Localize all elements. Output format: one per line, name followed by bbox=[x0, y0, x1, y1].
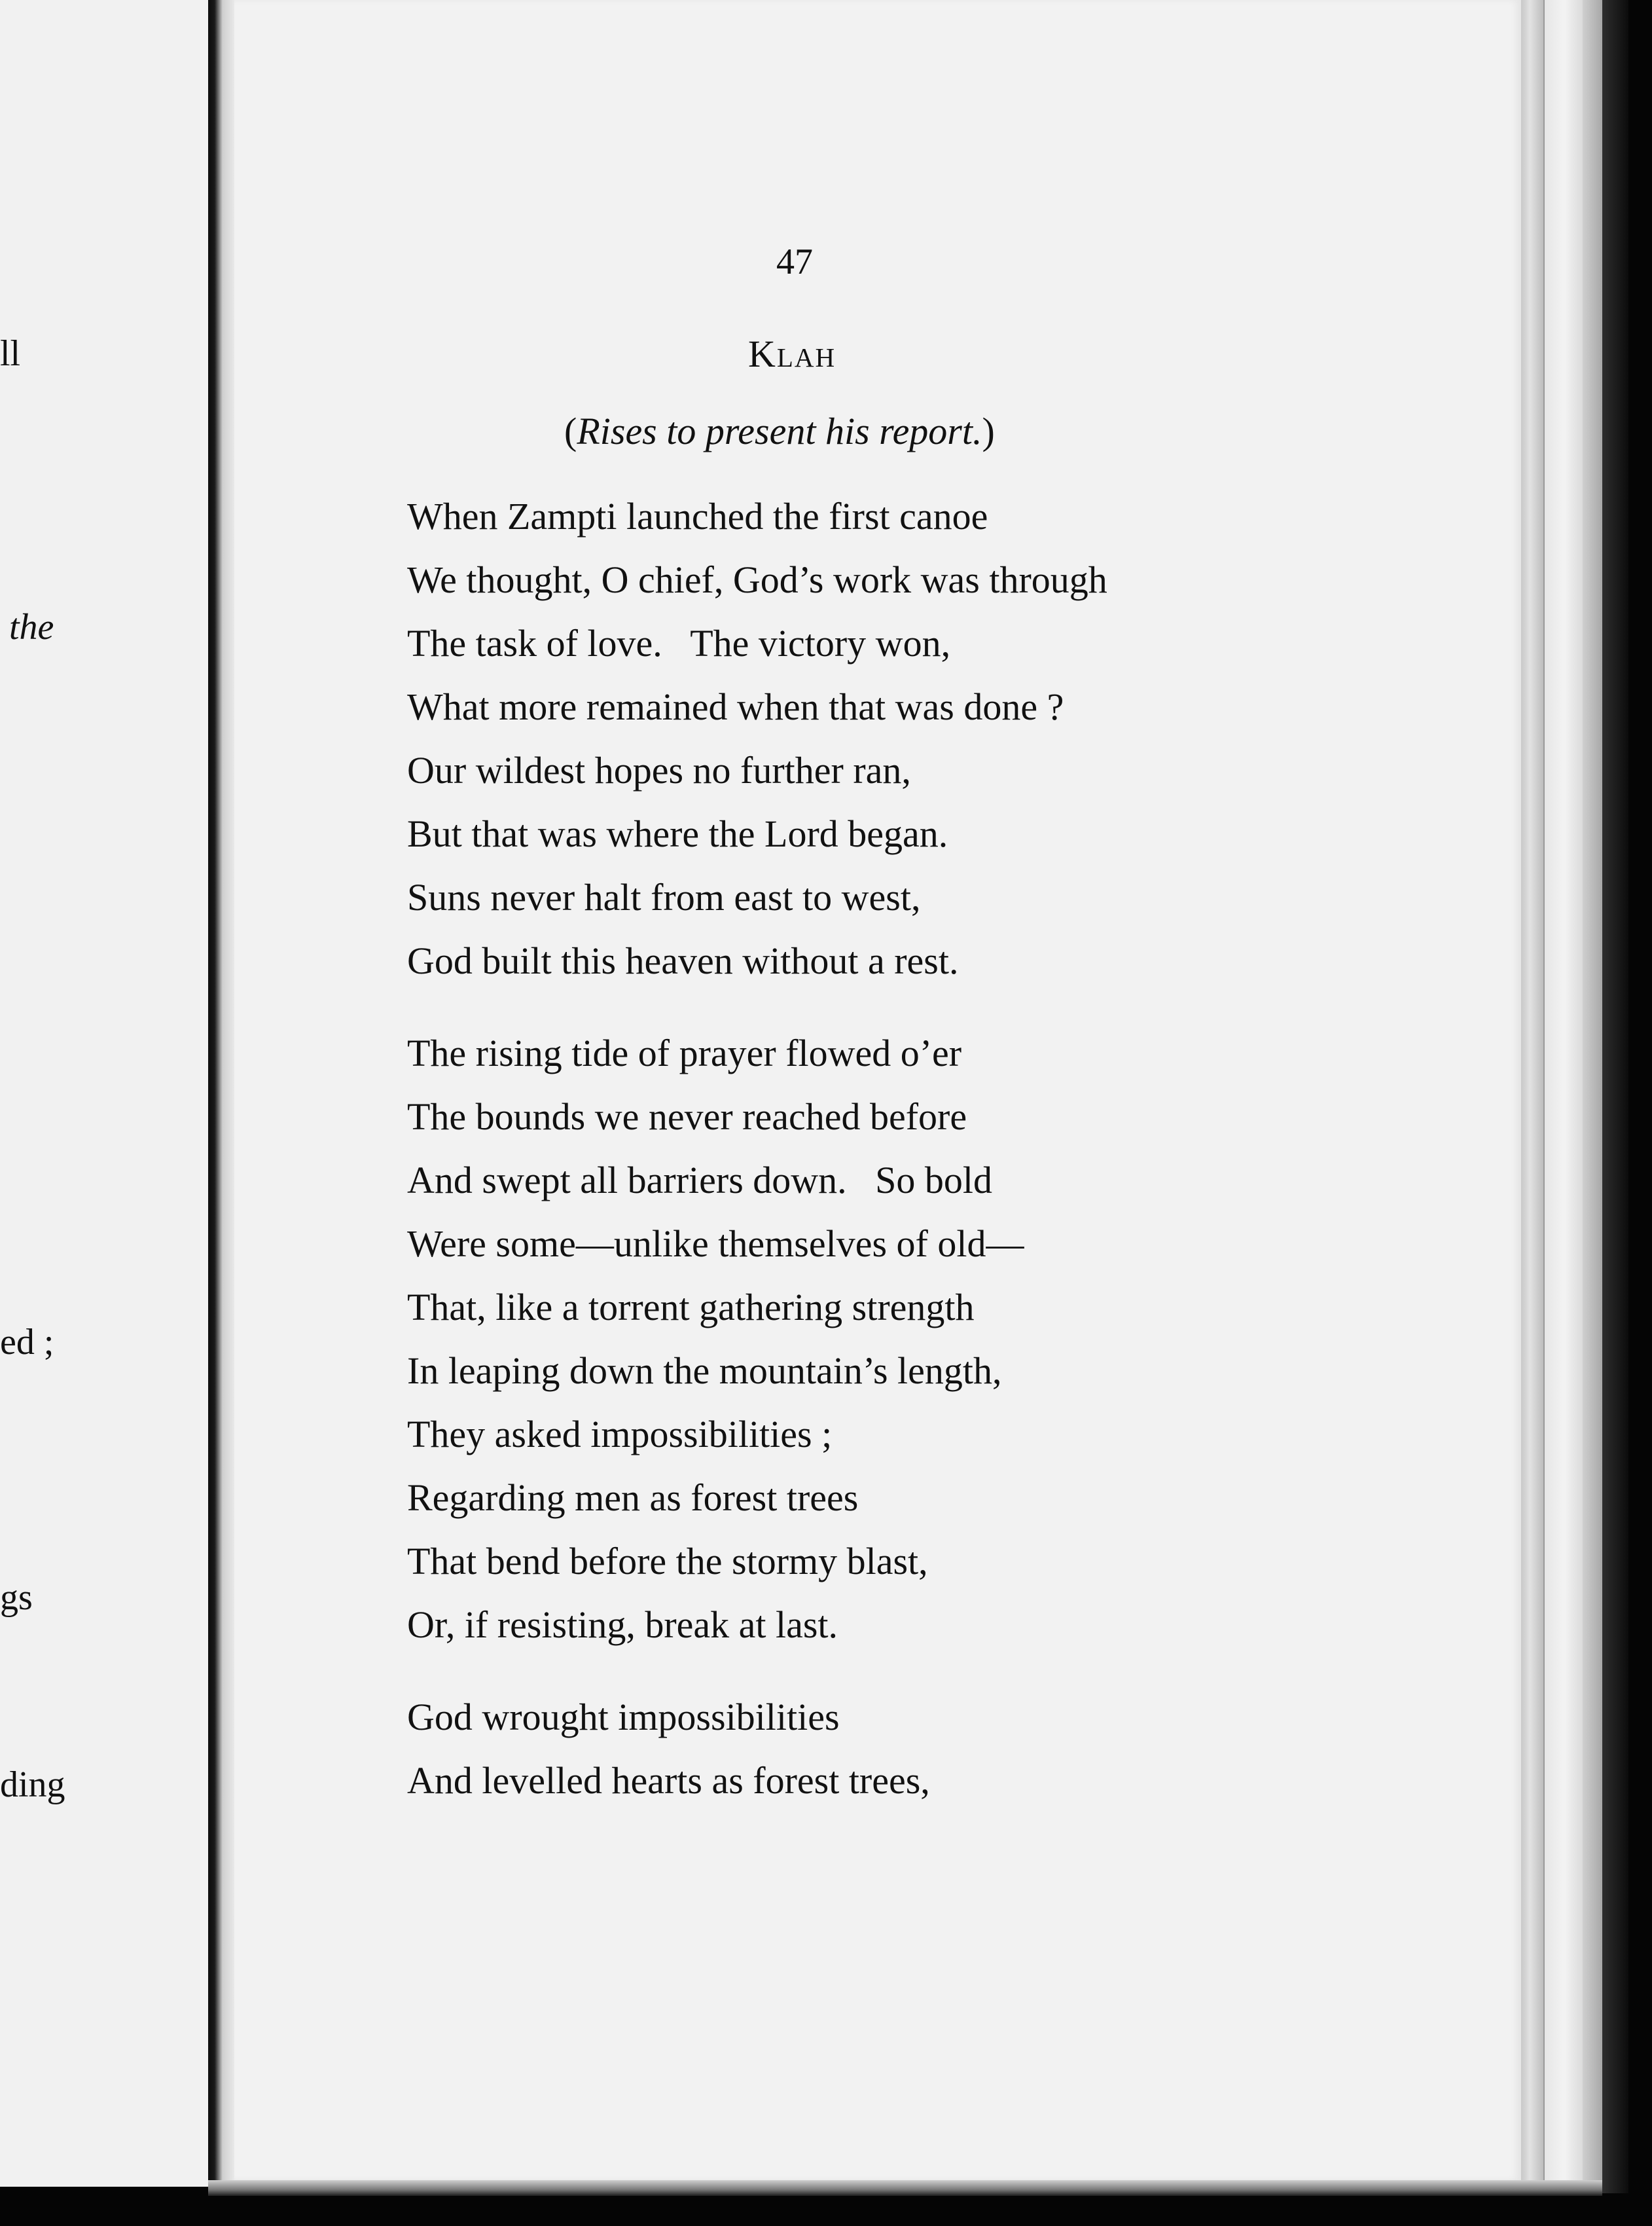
poem-line: The bounds we never reached before bbox=[407, 1095, 967, 1138]
page-edge bbox=[1602, 0, 1628, 2193]
poem-line: But that was where the Lord began. bbox=[407, 812, 948, 855]
stanza bbox=[407, 1685, 1454, 1812]
poem-line: We thought, O chief, God’s work was through bbox=[407, 558, 1107, 601]
stage-direction-close-paren: ) bbox=[982, 410, 995, 452]
left-page-fragment: ding bbox=[0, 1764, 65, 1805]
poem-line: When Zampti launched the first canoe bbox=[407, 495, 988, 538]
poem-line: The rising tide of prayer flowed o’er bbox=[407, 1032, 962, 1074]
book-gutter bbox=[208, 0, 234, 2187]
stage-direction-open-paren: ( bbox=[564, 410, 577, 452]
poem-line: In leaping down the mountain’s length, bbox=[407, 1349, 1002, 1392]
poem-line: They asked impossibilities ; bbox=[407, 1413, 833, 1455]
left-page-fragment: the bbox=[9, 607, 54, 648]
left-page-fragment: ll bbox=[0, 333, 21, 374]
poem-line: What more remained when that was done ? bbox=[407, 685, 1064, 728]
poem-line: Regarding men as forest trees bbox=[407, 1476, 859, 1519]
left-page bbox=[0, 0, 212, 2187]
left-page-fragment: gs bbox=[0, 1577, 33, 1618]
poem bbox=[407, 484, 1454, 1841]
page-edge bbox=[1521, 0, 1543, 2193]
poem-line: That bend before the stormy blast, bbox=[407, 1540, 928, 1582]
speaker-name: Klah bbox=[748, 333, 836, 375]
page-bottom-edge bbox=[208, 2180, 1602, 2196]
poem-line: And levelled hearts as forest trees, bbox=[407, 1759, 930, 1802]
left-page-fragment: ed ; bbox=[0, 1322, 54, 1362]
poem-line: That, like a torrent gathering strength bbox=[407, 1286, 975, 1328]
poem-line: Suns never halt from east to west, bbox=[407, 876, 921, 919]
stage-direction-text: Rises to present his report. bbox=[577, 410, 982, 452]
page-number: 47 bbox=[776, 242, 813, 282]
page-edge bbox=[1543, 0, 1584, 2193]
poem-line: Our wildest hopes no further ran, bbox=[407, 749, 911, 792]
stanza bbox=[407, 484, 1454, 993]
poem-line: Were some—unlike themselves of old— bbox=[407, 1222, 1024, 1265]
poem-line: God wrought impossibilities bbox=[407, 1696, 840, 1738]
background bbox=[1628, 0, 1652, 2193]
poem-line: God built this heaven without a rest. bbox=[407, 940, 959, 982]
stanza bbox=[407, 1021, 1454, 1656]
poem-line: The task of love. The victory won, bbox=[407, 622, 951, 665]
stage-direction bbox=[564, 412, 995, 450]
poem-line: Or, if resisting, break at last. bbox=[407, 1603, 838, 1646]
page-edge bbox=[1583, 0, 1602, 2193]
poem-line: And swept all barriers down. So bold bbox=[407, 1159, 993, 1201]
